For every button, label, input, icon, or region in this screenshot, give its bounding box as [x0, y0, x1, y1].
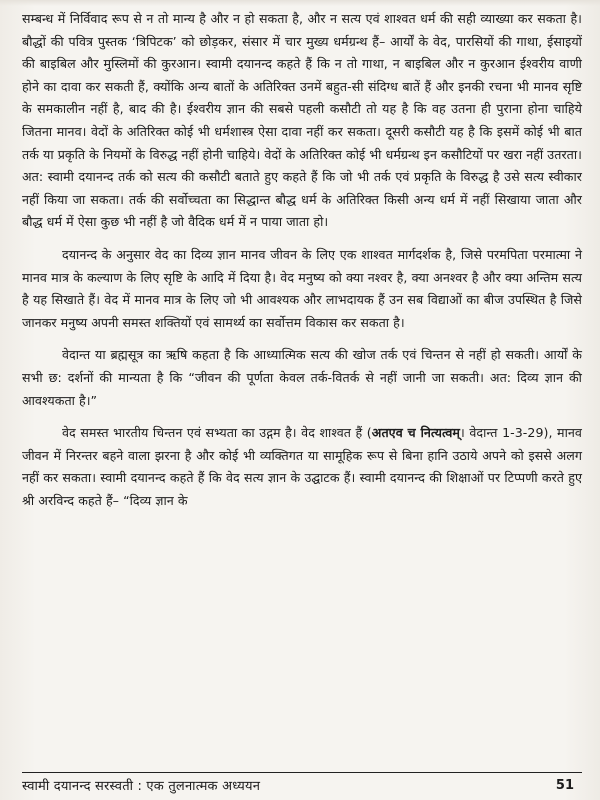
paragraph-4-text-after: । वेदान्त 1-3-29), मानव जीवन में निरन्तर बहने वाला झरना है और कोई भी व्यक्तिगत या सामूहिक रूप से बिना हानि उठाये अपने को इससे अलग नहीं कर सकता। स्वामी दयानन्द कहते हैं कि वेद सत्य ज्ञान के उद्घाटक हैं। स्वामी दयानन्द की शिक्षाओं पर टिप्पणी करते हुए श्री अरविन्द कहते हैं– “दिव्य ज्ञान के — [22, 425, 582, 508]
paragraph-3: वेदान्त या ब्रह्मसूत्र का ऋषि कहता है कि आध्यात्मिक सत्य की खोज तर्क एवं चिन्तन से नहीं हो सकती। आर्यों के सभी छ: दर्शनों की मान्यता है कि “जीवन की पूर्णता केवल तर्क-वितर्क से नहीं जानी जा सकती। अत: दिव्य ज्ञान की आवश्यकता है।” — [22, 347, 582, 408]
page-footer — [22, 772, 582, 797]
paragraph-2: दयानन्द के अनुसार वेद का दिव्य ज्ञान मानव जीवन के लिए एक शाश्वत मार्गदर्शक है, जिसे परमपिता परमात्मा ने मानव मात्र के कल्याण के लिए सृष्टि के आदि में दिया है। वेद मनुष्य को क्या नश्वर है, क्या अनश्वर है और क्या अन्तिम सत्य है यह सिखाते हैं। वेद में मानव मात्र के लिए जो भी आवश्यक और लाभदायक हैं उन सब विद्याओं का बीज उपस्थित है जिसे जानकर मनुष्य अपनी समस्त शक्तियों एवं सामर्थ्य का सर्वोत्तम विकास कर सकता है। — [22, 246, 582, 330]
page-body — [22, 8, 582, 512]
paragraph-4 — [22, 422, 582, 512]
page-top-shadow — [0, 0, 600, 6]
paragraph-4-bold-citation: अतएव च नित्यत्वम् — [371, 425, 460, 441]
paragraph-4-text-before: वेद समस्त भारतीय चिन्तन एवं सभ्यता का उद्गम है। वेद शाश्वत हैं ( — [62, 425, 372, 441]
paragraph-1: सम्बन्ध में निर्विवाद रूप से न तो मान्य है और न हो सकता है, और न सत्य एवं शाश्वत धर्म की सही व्याख्या कर सकता है। बौद्धों की पवित्र पुस्तक ‘त्रिपिटक’ को छोड़कर, संसार में चार मुख्य धर्मग्रन्थ हैं– आर्यों के वेद, पारसियों की गाथा, ईसाइयों की बाइबिल और मुस्लिमों की कुरआन। स्वामी दयानन्द कहते हैं कि न तो गाथा, न बाइबिल और न कुरआन ईश्वरीय वाणी होने का दावा कर सकती हैं, क्योंकि अन्य बातों के अतिरिक्त उनमें बहुत-सी संदिग्ध बातें हैं और इनकी रचना भी मानव सृष्टि के समकालीन नहीं है, बाद की है। ईश्वरीय ज्ञान की सबसे पहली कसौटी तो यह है कि वह उतना ही पुराना होना चाहिये जितना मानव। वेदों के अतिरिक्त कोई भी धर्मशास्त्र ऐसा दावा नहीं कर सकता। दूसरी कसौटी यह है कि इसमें कोई भी बात तर्क या प्रकृति के नियमों के विरुद्ध नहीं होनी चाहिये। वेदों के अतिरिक्त कोई भी धर्मग्रन्थ इन कसौटियों पर खरा नहीं उतरता। अत: स्वामी दयानन्द तर्क को सत्य की कसौटी बताते हुए कहते हैं कि जो भी तर्क एवं प्रकृति के विरुद्ध है उसे सत्य स्वीकार नहीं किया जा सकता। तर्क की सर्वोच्चता का सिद्धान्त बौद्ध धर्म के अतिरिक्त किसी अन्य धर्म में नहीं सिखाया जाता और बौद्ध धर्म में ऐसा कुछ भी नहीं है जो वैदिक धर्म में न पाया जाता हो। — [22, 11, 582, 230]
page-number: 51 — [555, 777, 574, 793]
running-footer-title: स्वामी दयानन्द सरस्वती : एक तुलनात्मक अध्ययन — [22, 779, 261, 794]
